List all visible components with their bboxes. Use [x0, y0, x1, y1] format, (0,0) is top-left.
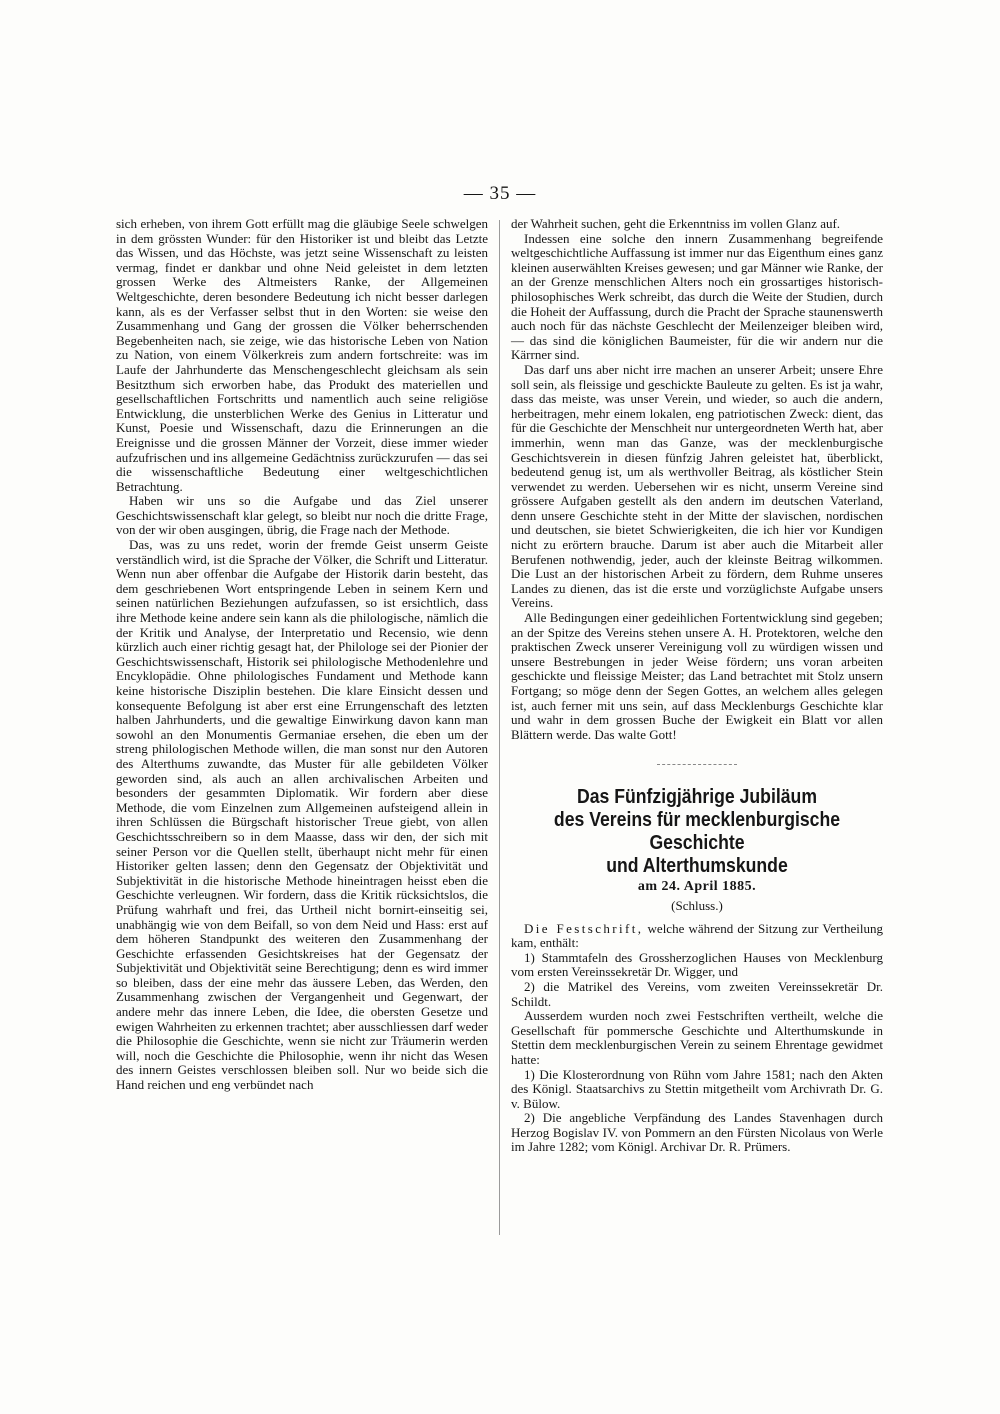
paragraph: Indessen eine solche den innern Zusammenhang begreifende weltgeschichtliche Auffassung ist immer nur das Eigenthum eines ganz kleinen auserwählten Kreises gewesen; und gar Männer wie Ranke, der an der Grenze menschlichen Alters noch ein grossartiges historisch-philosophisches Werk schreibt, das durch die Weite der Studien, durch die Hoheit der Auffassung, durch die Pracht der Sprache staunenswerth auch noch für das nächste Geschlecht der Meilenzeiger bleiben wird, — das sind die königlichen Baumeister, für die wir andern nur die Kärrner sind.	[511, 230, 883, 363]
paragraph: Das, was zu uns redet, worin der fremde Geist unserm Geiste verständlich wird, ist die Sprache der Völker, die Schrift und Litteratur. Wenn nun aber offenbar die Aufgabe der Historik darin besteht, das dem geschriebenen Wort entspringende Leben in seinem Kern und seinen natürlichen Beziehungen aufzufassen, so ist ersichtlich, dass ihre Methode keine andere sein kann als die philologische, nämlich die der Kritik und Analyse, der Interpretatio und Recensio, wie denn kürzlich auch einer richtig gesagt hat, der Philologe sei der Pionier der Geschichtswissenschaft, Historik sei philologische Methodenlehre und Encyklopädie. Ohne philologisches Fundament und Methode kann keine historische Disziplin bestehen. Die klare Einsicht dessen und konsequente Befolgung ist aber erst eine Errungenschaft des letzten halben Jahrhunderts, und die gewaltige Einwirkung davon kann man sowohl an den Monumentis Germaniae ersehen, die eben um der streng philologischen Methode willen, die man sonst nur den Autoren des Alterthums zuwandte, das Muster für alle gebildeten Völker geworden sind, als auch an allen archivalischen Arbeiten und besonders der gesammten Diplomatik. Wir fordern aber diese Methode, die vom Einzelnen zum Allgemeinen aufsteigend allein in ihren Schlüssen die Bürgschaft historischer Treue giebt, von allen Geschichtsschreibern so in dem Maasse, dass wir den, der sich mit seiner Person vor die Quellen stellt, überhaupt nicht mehr für einen Historiker gelten lassen; denn den Gegensatz der Objektivität und Subjektivität in die historische Methode hineintragen heisst eben die Geschichte verleugnen. Wir fordern, dass die Kritik rücksichtslos, die Prüfung wahrhaft und frei, das Urtheil nicht bornirt-einseitig sei, unabhängig wie von dem Beifall, so von dem Neid und Hass: erst auf dem höheren Standpunkt des weiteren den Zusammenhang der Geschichte erfassenden Gesichtskreises hat der Gegensatz der Subjektivität und Objektivität seine Berechtigung; denn es wird immer so bleiben, dass der eine mehr das äussere Leben, das Werden, den Zusammenhang zwischen der Vergangenheit und Gegenwart, der andere mehr das innere Leben, die Idee, die obersten Gesetze und ewigen Wahrheiten zu erkennen trachtet; aber ausschliessen darf weder die Philosophie die Geschichte, wenn sie nicht zur Träumerin werden will, noch die Geschichte die Philosophie, wenn ihr nicht das Wesen des innern Geistes verschlossen bleiben soll. Nur wo beide sich die Hand reichen und eng verbündet nach	[116, 537, 488, 1093]
paragraph: der Wahrheit suchen, geht die Erkenntniss im vollen Glanz auf.	[511, 216, 841, 231]
paragraph: 2) Die angebliche Verpfändung des Landes Stavenhagen durch Herzog Bogislav IV. von Pommern an den Fürsten Nicolaus von Werle im Jahre 1282; vom Königl. Archivar Dr. R. Prümers.	[511, 1110, 883, 1155]
paragraph: sich erheben, von ihrem Gott erfüllt mag die gläubige Seele schwelgen in dem grössten Wunder: für den Historiker ist und bleibt das Letzte das Wissen, und das Höchste, was jetzt seine Wissenschaft zu leisten vermag, findet er dankbar und ohne Neid geleistet in dem letzten grossen Werke des Altmeisters Ranke, der Allgemeinen Weltgeschichte, deren besondere Bedeutung ich nicht besser darlegen kann, als es der Verfasser selbst thut in den Worten: sie weise den Zusammenhang und Gang der grossen die Völker beherrschenden Begebenheiten nach, sie zeige, wie das historische Leben von Nation zu Nation, von einem Völkerkreis zum andern fortschreite: was im Laufe der Jahrhunderte das Menschengeschlecht gleichsam als sein Besitzthum sich erworben habe, das Produkt des materiellen und gesellschaftlichen Fortschritts und namentlich auch seine religiöse Entwicklung, die unsterblichen Werke des Genius in Litteratur und Kunst, Poesie und Wissenschaft, dazu die Erinnerungen an die Ereignisse und die grossen Männer der Vorzeit, diese immer wieder aufzufrischen und ins allgemeine Gedächtniss zurückzurufen — das sei die wissenschaftliche Bedeutung einer weltgeschichtlichen Betrachtung.	[116, 216, 488, 494]
article-title-line: des Vereins für mecklenburgische Geschichte	[553, 808, 841, 855]
page-number: — 35 —	[463, 183, 537, 204]
paragraph: Haben wir uns so die Aufgabe und das Ziel unserer Geschichtswissenschaft klar gelegt, so bleibt nur noch die dritte Frage, von der wir oben ausgingen, übrig, die Frage nach der Methode.	[116, 493, 488, 538]
left-column	[116, 217, 488, 1093]
article-date: am 24. April 1885.	[637, 879, 757, 895]
article-note: (Schluss.)	[671, 897, 723, 913]
spaced-emphasis: Die Festschrift,	[524, 920, 644, 936]
paragraph: Das darf uns aber nicht irre machen an unserer Arbeit; unsere Ehre soll sein, als fleissige und geschickte Bauleute zu gelten. Es ist ja wahr, dass das meiste, was unser Verein, und wieder, so auch die andern, herbeitragen, mehr einem lokalen, eng patriotischen Zweck: dient, das für die Geschichte der Menschheit nur untergeordneten Werth hat, aber immerhin, wenn man das Ganze, was der mecklenburgische Geschichtsverein in diesen fünfzig Jahren geleistet hat, überblickt, bedeutend genug ist, um als werthvoller Beitrag, als köstlicher Stein verwendet zu werden. Uebersehen wir es nicht, unserm Vereine sind grössere Aufgaben gestellt als den andern im deutschen Vaterland, denn unsere Geschichte steht in der Mitte der slavischen, nordischen und deutschen, sie bietet Schwierigkeiten, die ich hier vor Kundigen nicht zu erörtern brauche. Darum ist aber auch die Mitarbeit aller Berufenen nothwendig, jeder, auch der kleinste Beitrag wilkommen. Die Lust an der historischen Arbeit zu fördern, dem Ruhme unseres Landes zu dienen, das ist die erste und vorzüglichste Aufgabe unsers Vereins.	[511, 361, 883, 611]
paragraph: Ausserdem wurden noch zwei Festschriften vertheilt, welche die Gesellschaft für pommersche Geschichte und Alterthumskunde in Stettin dem mecklenburgischen Verein zu seinem Ehrentage gewidmet hatte:	[511, 1008, 883, 1067]
article-title-line: und Alterthumskunde	[606, 854, 788, 878]
paragraph: 2) die Matrikel des Vereins, vom zweiten Vereinssekretär Dr. Schildt.	[511, 978, 883, 1009]
article-intro	[511, 922, 883, 951]
right-column	[511, 217, 883, 1155]
paragraph: 1) Die Klosterordnung von Rühn vom Jahre 1581; nach den Akten des Königl. Staatsarchivs zu Stettin mitgetheilt vom Archivrath Dr. G. v. Bülow.	[511, 1066, 883, 1111]
paragraph: Alle Bedingungen einer gedeihlichen Fortentwicklung sind gegeben; an der Spitze des Vereins stehen unsere A. H. Protektoren, welche den praktischen Zweck unserer Vereinigung voll zu würdigen wissen und unsere Bestrebungen in jeder Weise fördern; uns voran arbeiten geschickte und fleissige Meister; das Land betrachtet mit Stolz unsern Fortgang; so möge denn der Segen Gottes, an welchem alles gelegen ist, auch ferner mit uns sein, auf dass Mecklenburgs Geschichte klar und wahr in dem grossen Buche der Ewigkeit ein Blatt vor allen Blättern werde. Das walte Gott!	[511, 610, 883, 742]
section-divider	[657, 764, 737, 765]
paragraph: 1) Stammtafeln des Grossherzoglichen Hauses von Mecklenburg vom ersten Vereinssekretär Dr. Wigger, und	[511, 949, 883, 980]
intro-text: welche während der Sitzung zur Vertheilung kam, enthält:	[511, 920, 883, 951]
article-title-line: Das Fünfzigjährige Jubiläum	[577, 785, 817, 809]
column-divider	[499, 220, 500, 1235]
